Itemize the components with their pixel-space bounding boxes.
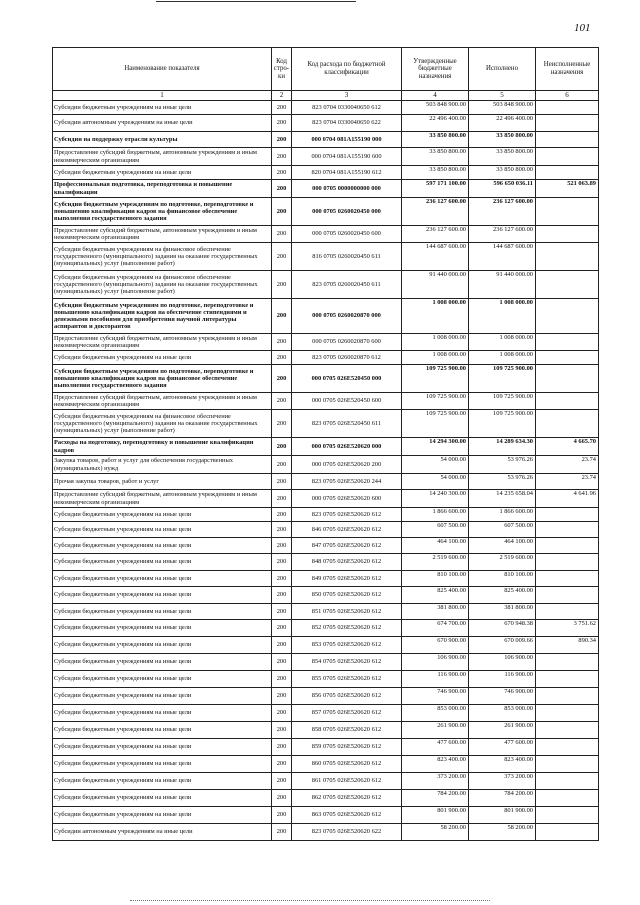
- unexecuted-amount: 521 063.89: [536, 180, 599, 198]
- row-name: Предоставление субсидий бюджетным, автономным учреждениям и иным некоммерческим организациям: [53, 393, 272, 410]
- table-row: [53, 180, 599, 198]
- row-code: 200: [272, 490, 292, 508]
- executed-amount: 825 400.00: [469, 587, 536, 604]
- unexecuted-amount: [536, 587, 599, 604]
- table-row: [53, 148, 599, 166]
- row-name: Субсидии бюджетным учреждениям на финансовое обеспечение государственного (муниципального) задания на оказание государственных (муниципальных) услуг (выполнение работ): [53, 271, 272, 299]
- executed-amount: 53 976.26: [469, 474, 536, 490]
- executed-amount: 109 725 900.00: [469, 365, 536, 393]
- table-row: [53, 474, 599, 490]
- table-row: [53, 604, 599, 620]
- executed-amount: 109 725 900.00: [469, 410, 536, 438]
- budget-code: 000 0705 0260020870 000: [292, 299, 402, 334]
- executed-amount: 1 008 000.00: [469, 299, 536, 334]
- column-number: 5: [469, 91, 536, 101]
- budget-code: 823 0705 026E520450 611: [292, 410, 402, 438]
- row-code: 200: [272, 198, 292, 226]
- unexecuted-amount: [536, 166, 599, 180]
- approved-amount: 236 127 600.00: [402, 226, 469, 243]
- unexecuted-amount: [536, 604, 599, 620]
- column-number: 6: [536, 91, 599, 101]
- approved-amount: 144 687 600.00: [402, 243, 469, 271]
- row-code: 200: [272, 705, 292, 722]
- row-code: 200: [272, 620, 292, 637]
- column-number-row: [53, 91, 599, 101]
- row-code: 200: [272, 756, 292, 773]
- table-row: [53, 554, 599, 571]
- executed-amount: 381 800.00: [469, 604, 536, 620]
- table-row: [53, 226, 599, 243]
- top-rule: [156, 1, 356, 2]
- executed-amount: 91 440 000.00: [469, 271, 536, 299]
- row-name: Субсидии бюджетным учреждениям на иные цели: [53, 739, 272, 756]
- executed-amount: 2 519 600.00: [469, 554, 536, 571]
- row-code: 200: [272, 226, 292, 243]
- table-row: [53, 790, 599, 807]
- row-name: Субсидии бюджетным учреждениям по подготовке, переподготовке и повышению квалификации кадров на финансовое обеспечение выполнения государственного задания: [53, 365, 272, 393]
- budget-code: 863 0705 026E520620 612: [292, 807, 402, 824]
- executed-amount: 746 900.00: [469, 688, 536, 705]
- approved-amount: 54 000.00: [402, 456, 469, 474]
- row-name: Субсидии бюджетным учреждениям на иные цели: [53, 587, 272, 604]
- column-number: 3: [292, 91, 402, 101]
- budget-code: 846 0705 026E520620 612: [292, 522, 402, 538]
- executed-amount: 109 725 900.00: [469, 393, 536, 410]
- executed-amount: 1 008 000.00: [469, 334, 536, 351]
- unexecuted-amount: 890.34: [536, 637, 599, 654]
- row-code: 200: [272, 722, 292, 739]
- executed-amount: 144 687 600.00: [469, 243, 536, 271]
- table-body: [53, 101, 599, 841]
- approved-amount: 607 500.00: [402, 522, 469, 538]
- table-row: [53, 198, 599, 226]
- row-code: 200: [272, 587, 292, 604]
- table-row: [53, 365, 599, 393]
- executed-amount: 464 100.00: [469, 538, 536, 554]
- budget-code: 823 0705 026E520620 612: [292, 508, 402, 522]
- row-name: Закупка товаров, работ и услуг для обеспечения государственных (муниципальных) нужд: [53, 456, 272, 474]
- approved-amount: 373 200.00: [402, 773, 469, 790]
- table-row: [53, 807, 599, 824]
- table-row: [53, 132, 599, 148]
- budget-code: 823 0705 0260020870 612: [292, 351, 402, 365]
- row-code: 200: [272, 101, 292, 115]
- row-code: 200: [272, 299, 292, 334]
- unexecuted-amount: [536, 410, 599, 438]
- budget-code: 820 0704 081A155190 612: [292, 166, 402, 180]
- unexecuted-amount: 23.74: [536, 474, 599, 490]
- table-row: [53, 824, 599, 841]
- table-row: [53, 587, 599, 604]
- budget-code: 862 0705 026E520620 612: [292, 790, 402, 807]
- row-code: 200: [272, 410, 292, 438]
- row-code: 200: [272, 148, 292, 166]
- budget-code: 847 0705 026E520620 612: [292, 538, 402, 554]
- budget-code: 857 0705 026E520620 612: [292, 705, 402, 722]
- page-number: 101: [574, 22, 591, 34]
- unexecuted-amount: [536, 271, 599, 299]
- table-row: [53, 756, 599, 773]
- budget-code: 854 0705 026E520620 612: [292, 654, 402, 671]
- row-name: Субсидии бюджетным учреждениям на иные цели: [53, 688, 272, 705]
- row-code: 200: [272, 637, 292, 654]
- executed-amount: 33 850 800.00: [469, 166, 536, 180]
- unexecuted-amount: [536, 773, 599, 790]
- approved-amount: 33 850 800.00: [402, 148, 469, 166]
- approved-amount: 1 008 000.00: [402, 351, 469, 365]
- budget-code: 823 0705 0260020450 611: [292, 271, 402, 299]
- approved-amount: 91 440 000.00: [402, 271, 469, 299]
- unexecuted-amount: [536, 508, 599, 522]
- row-code: 200: [272, 438, 292, 456]
- table-row: [53, 538, 599, 554]
- budget-code: 856 0705 026E520620 612: [292, 688, 402, 705]
- row-name: Субсидии бюджетным учреждениям на иные цели: [53, 773, 272, 790]
- executed-amount: 33 850 800.00: [469, 148, 536, 166]
- budget-code: 855 0705 026E520620 612: [292, 671, 402, 688]
- row-name: Субсидии бюджетным учреждениям на иные цели: [53, 807, 272, 824]
- row-name: Субсидии автономным учреждениям на иные цели: [53, 115, 272, 132]
- row-name: Субсидии бюджетным учреждениям на иные цели: [53, 620, 272, 637]
- executed-amount: 33 850 800.00: [469, 132, 536, 148]
- row-name: Субсидии бюджетным учреждениям на иные цели: [53, 604, 272, 620]
- budget-code: 853 0705 026E520620 612: [292, 637, 402, 654]
- approved-amount: 464 100.00: [402, 538, 469, 554]
- budget-table: [52, 47, 599, 841]
- table-row: [53, 637, 599, 654]
- table-row: [53, 351, 599, 365]
- unexecuted-amount: [536, 705, 599, 722]
- unexecuted-amount: 4 641.96: [536, 490, 599, 508]
- unexecuted-amount: [536, 722, 599, 739]
- header-budget-code: Код расхода по бюджетной классификации: [292, 48, 402, 91]
- table-row: [53, 243, 599, 271]
- table-row: [53, 654, 599, 671]
- budget-code: 000 0704 081A155190 000: [292, 132, 402, 148]
- row-name: Прочая закупка товаров, работ и услуг: [53, 474, 272, 490]
- row-code: 200: [272, 334, 292, 351]
- budget-code: 823 0704 0330040650 612: [292, 101, 402, 115]
- approved-amount: 33 850 800.00: [402, 166, 469, 180]
- budget-code: 000 0705 0260020870 600: [292, 334, 402, 351]
- row-code: 200: [272, 654, 292, 671]
- row-code: 200: [272, 351, 292, 365]
- budget-code: 816 0705 0260020450 611: [292, 243, 402, 271]
- table-row: [53, 490, 599, 508]
- table-row: [53, 705, 599, 722]
- table-row: [53, 393, 599, 410]
- unexecuted-amount: [536, 351, 599, 365]
- row-name: Субсидии бюджетным учреждениям на иные цели: [53, 756, 272, 773]
- executed-amount: 261 900.00: [469, 722, 536, 739]
- budget-code: 850 0705 026E520620 612: [292, 587, 402, 604]
- executed-amount: 784 200.00: [469, 790, 536, 807]
- approved-amount: 2 519 600.00: [402, 554, 469, 571]
- approved-amount: 14 240 300.00: [402, 490, 469, 508]
- budget-code: 000 0704 081A155190 600: [292, 148, 402, 166]
- approved-amount: 54 000.00: [402, 474, 469, 490]
- row-name: Субсидии бюджетным учреждениям на иные цели: [53, 705, 272, 722]
- row-code: 200: [272, 554, 292, 571]
- executed-amount: 22 496 400.00: [469, 115, 536, 132]
- column-number: 4: [402, 91, 469, 101]
- unexecuted-amount: 23.74: [536, 456, 599, 474]
- approved-amount: 746 900.00: [402, 688, 469, 705]
- approved-amount: 58 200.00: [402, 824, 469, 841]
- unexecuted-amount: [536, 522, 599, 538]
- row-code: 200: [272, 571, 292, 587]
- unexecuted-amount: [536, 115, 599, 132]
- row-code: 200: [272, 688, 292, 705]
- unexecuted-amount: [536, 790, 599, 807]
- unexecuted-amount: [536, 538, 599, 554]
- row-name: Предоставление субсидий бюджетным, автономным учреждениям и иным некоммерческим организациям: [53, 148, 272, 166]
- row-name: Субсидии бюджетным учреждениям на иные цели: [53, 671, 272, 688]
- row-name: Субсидии бюджетным учреждениям на иные цели: [53, 166, 272, 180]
- table-row: [53, 620, 599, 637]
- unexecuted-amount: [536, 101, 599, 115]
- table-row: [53, 773, 599, 790]
- row-name: Предоставление субсидий бюджетным, автономным учреждениям и иным некоммерческим организациям: [53, 334, 272, 351]
- budget-code: 849 0705 026E520620 612: [292, 571, 402, 587]
- approved-amount: 674 700.00: [402, 620, 469, 637]
- executed-amount: 236 127 600.00: [469, 198, 536, 226]
- approved-amount: 503 848 900.00: [402, 101, 469, 115]
- budget-code: 823 0705 026E520620 622: [292, 824, 402, 841]
- unexecuted-amount: [536, 226, 599, 243]
- row-code: 200: [272, 474, 292, 490]
- budget-code: 859 0705 026E520620 612: [292, 739, 402, 756]
- unexecuted-amount: 4 665.70: [536, 438, 599, 456]
- row-code: 200: [272, 739, 292, 756]
- budget-code: 000 0705 026E520620 200: [292, 456, 402, 474]
- unexecuted-amount: [536, 554, 599, 571]
- unexecuted-amount: [536, 824, 599, 841]
- executed-amount: 1 008 000.00: [469, 351, 536, 365]
- approved-amount: 810 100.00: [402, 571, 469, 587]
- budget-code: 858 0705 026E520620 612: [292, 722, 402, 739]
- budget-code: 000 0705 0260020450 600: [292, 226, 402, 243]
- row-name: Субсидии бюджетным учреждениям по подготовке, переподготовке и повышению квалификации кадров на финансовое обеспечение выполнения государственного задания: [53, 198, 272, 226]
- table-row: [53, 522, 599, 538]
- executed-amount: 14 235 658.04: [469, 490, 536, 508]
- unexecuted-amount: [536, 365, 599, 393]
- executed-amount: 236 127 600.00: [469, 226, 536, 243]
- approved-amount: 1 866 600.00: [402, 508, 469, 522]
- approved-amount: 784 200.00: [402, 790, 469, 807]
- row-code: 200: [272, 243, 292, 271]
- budget-code: 000 0705 0260020450 000: [292, 198, 402, 226]
- executed-amount: 823 400.00: [469, 756, 536, 773]
- unexecuted-amount: [536, 132, 599, 148]
- approved-amount: 116 900.00: [402, 671, 469, 688]
- row-name: Субсидии бюджетным учреждениям на иные цели: [53, 508, 272, 522]
- row-name: Субсидии бюджетным учреждениям на иные цели: [53, 522, 272, 538]
- executed-amount: 14 289 634.30: [469, 438, 536, 456]
- approved-amount: 109 725 900.00: [402, 365, 469, 393]
- table-row: [53, 334, 599, 351]
- table-row: [53, 299, 599, 334]
- table-row: [53, 671, 599, 688]
- table-row: [53, 271, 599, 299]
- row-name: Субсидии бюджетным учреждениям на иные цели: [53, 571, 272, 587]
- column-number: 1: [53, 91, 272, 101]
- budget-code: 000 0705 026E520450 000: [292, 365, 402, 393]
- table-row: [53, 508, 599, 522]
- row-name: Субсидии автономным учреждениям на иные цели: [53, 824, 272, 841]
- row-name: Субсидии бюджетным учреждениям на иные цели: [53, 637, 272, 654]
- row-name: Субсидии на поддержку отрасли культуры: [53, 132, 272, 148]
- row-name: Субсидии бюджетным учреждениям на иные цели: [53, 654, 272, 671]
- executed-amount: 503 848 900.00: [469, 101, 536, 115]
- approved-amount: 825 400.00: [402, 587, 469, 604]
- unexecuted-amount: [536, 807, 599, 824]
- budget-code: 851 0705 026E520620 612: [292, 604, 402, 620]
- table-row: [53, 739, 599, 756]
- unexecuted-amount: [536, 756, 599, 773]
- row-code: 200: [272, 773, 292, 790]
- budget-code: 860 0705 026E520620 612: [292, 756, 402, 773]
- row-code: 200: [272, 604, 292, 620]
- executed-amount: 116 900.00: [469, 671, 536, 688]
- executed-amount: 106 900.00: [469, 654, 536, 671]
- header-approved: Утвержденные бюджетные назначения: [402, 48, 469, 91]
- unexecuted-amount: [536, 334, 599, 351]
- row-code: 200: [272, 807, 292, 824]
- row-name: Субсидии бюджетным учреждениям на иные цели: [53, 351, 272, 365]
- row-name: Предоставление субсидий бюджетным, автономным учреждениям и иным некоммерческим организациям: [53, 490, 272, 508]
- bottom-rule: [130, 900, 490, 901]
- header-indicator-name: Наименование показателя: [53, 48, 272, 91]
- table-row: [53, 438, 599, 456]
- row-code: 200: [272, 166, 292, 180]
- header-row-code: Код стро- ки: [272, 48, 292, 91]
- executed-amount: 1 866 600.00: [469, 508, 536, 522]
- budget-code: 823 0705 026E520620 244: [292, 474, 402, 490]
- table-row: [53, 456, 599, 474]
- row-name: Предоставление субсидий бюджетным, автономным учреждениям и иным некоммерческим организациям: [53, 226, 272, 243]
- budget-code: 000 0705 0000000000 000: [292, 180, 402, 198]
- unexecuted-amount: 3 751.62: [536, 620, 599, 637]
- table-row: [53, 166, 599, 180]
- row-code: 200: [272, 522, 292, 538]
- row-name: Субсидии бюджетным учреждениям по подготовке, переподготовке и повышению квалификации кадров на обеспечение стипендиями и денежными пособиями для приобретения научной литературы аспирантов и докторантов: [53, 299, 272, 334]
- approved-amount: 236 127 600.00: [402, 198, 469, 226]
- row-name: Субсидии бюджетным учреждениям на иные цели: [53, 554, 272, 571]
- unexecuted-amount: [536, 654, 599, 671]
- header-row: [53, 48, 599, 91]
- row-code: 200: [272, 538, 292, 554]
- unexecuted-amount: [536, 148, 599, 166]
- approved-amount: 853 000.00: [402, 705, 469, 722]
- row-code: 200: [272, 393, 292, 410]
- unexecuted-amount: [536, 671, 599, 688]
- column-number: 2: [272, 91, 292, 101]
- table-row: [53, 722, 599, 739]
- executed-amount: 596 650 036.11: [469, 180, 536, 198]
- row-name: Субсидии бюджетным учреждениям на финансовое обеспечение государственного (муниципального) задания на оказание государственных (муниципальных) услуг (выполнение работ): [53, 410, 272, 438]
- approved-amount: 823 400.00: [402, 756, 469, 773]
- row-name: Субсидии бюджетным учреждениям на иные цели: [53, 722, 272, 739]
- unexecuted-amount: [536, 198, 599, 226]
- approved-amount: 1 008 000.00: [402, 299, 469, 334]
- row-name: Субсидии бюджетным учреждениям на иные цели: [53, 538, 272, 554]
- budget-code: 000 0705 026E520450 600: [292, 393, 402, 410]
- header-executed: Исполнено: [469, 48, 536, 91]
- approved-amount: 597 171 100.00: [402, 180, 469, 198]
- executed-amount: 607 500.00: [469, 522, 536, 538]
- approved-amount: 670 900.00: [402, 637, 469, 654]
- budget-code: 000 0705 026E520620 000: [292, 438, 402, 456]
- table-row: [53, 688, 599, 705]
- header-unexecuted: Неисполненные назначения: [536, 48, 599, 91]
- unexecuted-amount: [536, 243, 599, 271]
- row-name: Субсидии бюджетным учреждениям на иные цели: [53, 101, 272, 115]
- executed-amount: 801 900.00: [469, 807, 536, 824]
- row-code: 200: [272, 508, 292, 522]
- budget-code: 848 0705 026E520620 612: [292, 554, 402, 571]
- executed-amount: 670 009.66: [469, 637, 536, 654]
- approved-amount: 14 294 300.00: [402, 438, 469, 456]
- table-row: [53, 101, 599, 115]
- approved-amount: 33 850 800.00: [402, 132, 469, 148]
- executed-amount: 477 600.00: [469, 739, 536, 756]
- approved-amount: 801 900.00: [402, 807, 469, 824]
- unexecuted-amount: [536, 688, 599, 705]
- approved-amount: 22 496 400.00: [402, 115, 469, 132]
- approved-amount: 261 900.00: [402, 722, 469, 739]
- executed-amount: 53 976.26: [469, 456, 536, 474]
- approved-amount: 109 725 900.00: [402, 393, 469, 410]
- row-code: 200: [272, 132, 292, 148]
- budget-code: 852 0705 026E520620 612: [292, 620, 402, 637]
- unexecuted-amount: [536, 571, 599, 587]
- budget-code: 823 0704 0330040650 622: [292, 115, 402, 132]
- executed-amount: 853 000.00: [469, 705, 536, 722]
- budget-code: 000 0705 026E520620 600: [292, 490, 402, 508]
- row-code: 200: [272, 824, 292, 841]
- row-name: Расходы на подготовку, переподготовку и повышение квалификации кадров: [53, 438, 272, 456]
- executed-amount: 810 100.00: [469, 571, 536, 587]
- executed-amount: 373 200.00: [469, 773, 536, 790]
- approved-amount: 477 600.00: [402, 739, 469, 756]
- row-code: 200: [272, 115, 292, 132]
- approved-amount: 109 725 900.00: [402, 410, 469, 438]
- row-name: Профессиональная подготовка, переподготовка и повышение квалификации: [53, 180, 272, 198]
- row-code: 200: [272, 456, 292, 474]
- table-row: [53, 115, 599, 132]
- executed-amount: 670 948.38: [469, 620, 536, 637]
- row-name: Субсидии бюджетным учреждениям на финансовое обеспечение государственного (муниципального) задания на оказание государственных (муниципальных) услуг (выполнение работ): [53, 243, 272, 271]
- row-name: Субсидии бюджетным учреждениям на иные цели: [53, 790, 272, 807]
- budget-code: 861 0705 026E520620 612: [292, 773, 402, 790]
- row-code: 200: [272, 671, 292, 688]
- table-row: [53, 410, 599, 438]
- unexecuted-amount: [536, 299, 599, 334]
- row-code: 200: [272, 180, 292, 198]
- approved-amount: 1 008 000.00: [402, 334, 469, 351]
- row-code: 200: [272, 365, 292, 393]
- row-code: 200: [272, 271, 292, 299]
- table-row: [53, 571, 599, 587]
- row-code: 200: [272, 790, 292, 807]
- unexecuted-amount: [536, 393, 599, 410]
- approved-amount: 381 800.00: [402, 604, 469, 620]
- approved-amount: 106 900.00: [402, 654, 469, 671]
- executed-amount: 58 200.00: [469, 824, 536, 841]
- unexecuted-amount: [536, 739, 599, 756]
